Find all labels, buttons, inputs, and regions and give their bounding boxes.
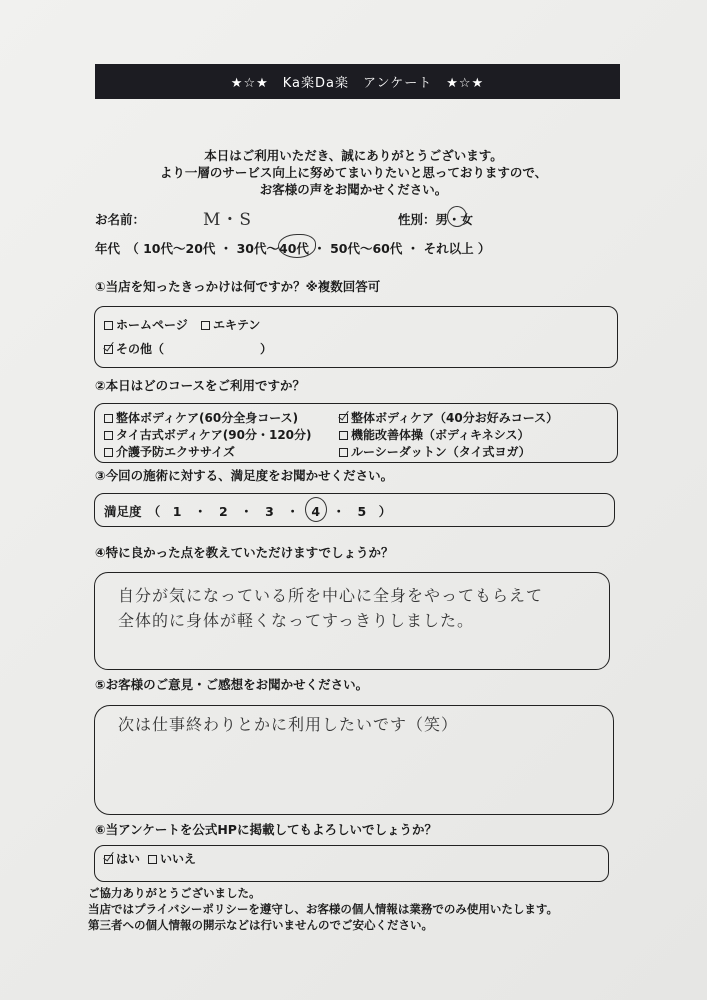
q4-answer-line-1: 自分が気になっている所を中心に全身をやってもらえて <box>118 586 544 605</box>
name-label: お名前： <box>95 212 146 227</box>
q2-option-body-kinesis[interactable]: 機能改善体操（ボディキネシス） <box>339 426 529 443</box>
age-selected-circle[interactable] <box>278 234 316 258</box>
footer-privacy: 当店ではプライバシーポリシーを遵守し、お客様の個人情報は業務でのみ使用いたします。 <box>88 902 558 916</box>
q4-question: ④特に良かった点を教えていただけますでしょうか？ <box>95 545 394 560</box>
checkbox-icon[interactable] <box>339 448 348 457</box>
intro-line-2: より一層のサービス向上に努めてまいりたいと思っておりますので、 <box>159 165 548 180</box>
q1-option-homepage[interactable]: ホームページ <box>104 316 188 333</box>
satisfaction-rating: 満足度 （ 1 ・ 2 ・ 3 ・ 4 ・ 5 ） <box>104 504 392 519</box>
q2-option-bodycare-40[interactable]: 整体ボディケア（40分お好みコース） <box>339 409 558 426</box>
intro-line-3: お客様の声をお聞かせください。 <box>259 182 448 197</box>
footer-disclosure: 第三者への個人情報の開示などは行いませんのでご安心ください。 <box>88 918 433 932</box>
survey-title-banner <box>95 64 620 99</box>
q2-option-ruesi-dadton[interactable]: ルーシーダットン（タイ式ヨガ） <box>339 443 531 460</box>
q2-option-bodycare-60[interactable]: 整体ボディケア(60分全身コース) <box>104 409 298 426</box>
rating-selected-circle[interactable] <box>305 497 327 522</box>
q1-option-ekiten[interactable]: エキテン <box>201 316 260 333</box>
q4-answer-line-2: 全体的に身体が軽くなってすっきりしました。 <box>118 611 475 630</box>
checkbox-icon[interactable] <box>104 431 113 440</box>
checkbox-icon[interactable] <box>339 431 348 440</box>
checked-checkbox-icon[interactable] <box>104 345 113 354</box>
checkbox-icon[interactable] <box>104 448 113 457</box>
intro-line-1: 本日はご利用いただき、誠にありがとうございます。 <box>204 148 503 163</box>
checkbox-icon[interactable] <box>104 321 113 330</box>
checkbox-icon[interactable] <box>201 321 210 330</box>
q5-question: ⑤お客様のご意見・ご感想をお聞かせください。 <box>95 677 369 692</box>
q6-option-no[interactable]: いいえ <box>148 850 196 867</box>
checked-checkbox-icon[interactable] <box>339 414 348 423</box>
q3-question: ③今回の施術に対する、満足度をお聞かせください。 <box>95 468 394 483</box>
checkbox-icon[interactable] <box>104 414 113 423</box>
q2-option-thai-bodycare[interactable]: タイ古式ボディケア(90分・120分) <box>104 426 312 443</box>
survey-title: ★☆★ Ka楽Da楽 アンケート ★☆★ <box>230 76 485 91</box>
q1-option-other[interactable]: その他（ ） <box>104 340 272 357</box>
checked-checkbox-icon[interactable] <box>104 855 113 864</box>
q6-option-yes[interactable]: はい <box>104 850 140 867</box>
gender-selected-circle[interactable] <box>447 206 467 227</box>
q2-question: ②本日はどのコースをご利用ですか？ <box>95 378 305 393</box>
name-value[interactable]: M・S <box>203 210 253 230</box>
gender-label: 性別：男・女 <box>398 212 474 227</box>
q1-question: ①当店を知ったきっかけは何ですか？※複数回答可 <box>95 279 381 294</box>
q2-option-care-prevention[interactable]: 介護予防エクササイズ <box>104 443 235 460</box>
q6-question: ⑥当アンケートを公式HPに掲載してもよろしいでしょうか？ <box>95 822 437 837</box>
age-label: 年代 （ 10代～20代 ・ 30代～40代 ・ 50代～60代 ・ それ以上 ） <box>95 241 491 256</box>
checkbox-icon[interactable] <box>148 855 157 864</box>
footer-thanks: ご協力ありがとうございました。 <box>88 886 261 900</box>
q5-answer-line-1: 次は仕事終わりとかに利用したいです（笑） <box>118 715 459 734</box>
